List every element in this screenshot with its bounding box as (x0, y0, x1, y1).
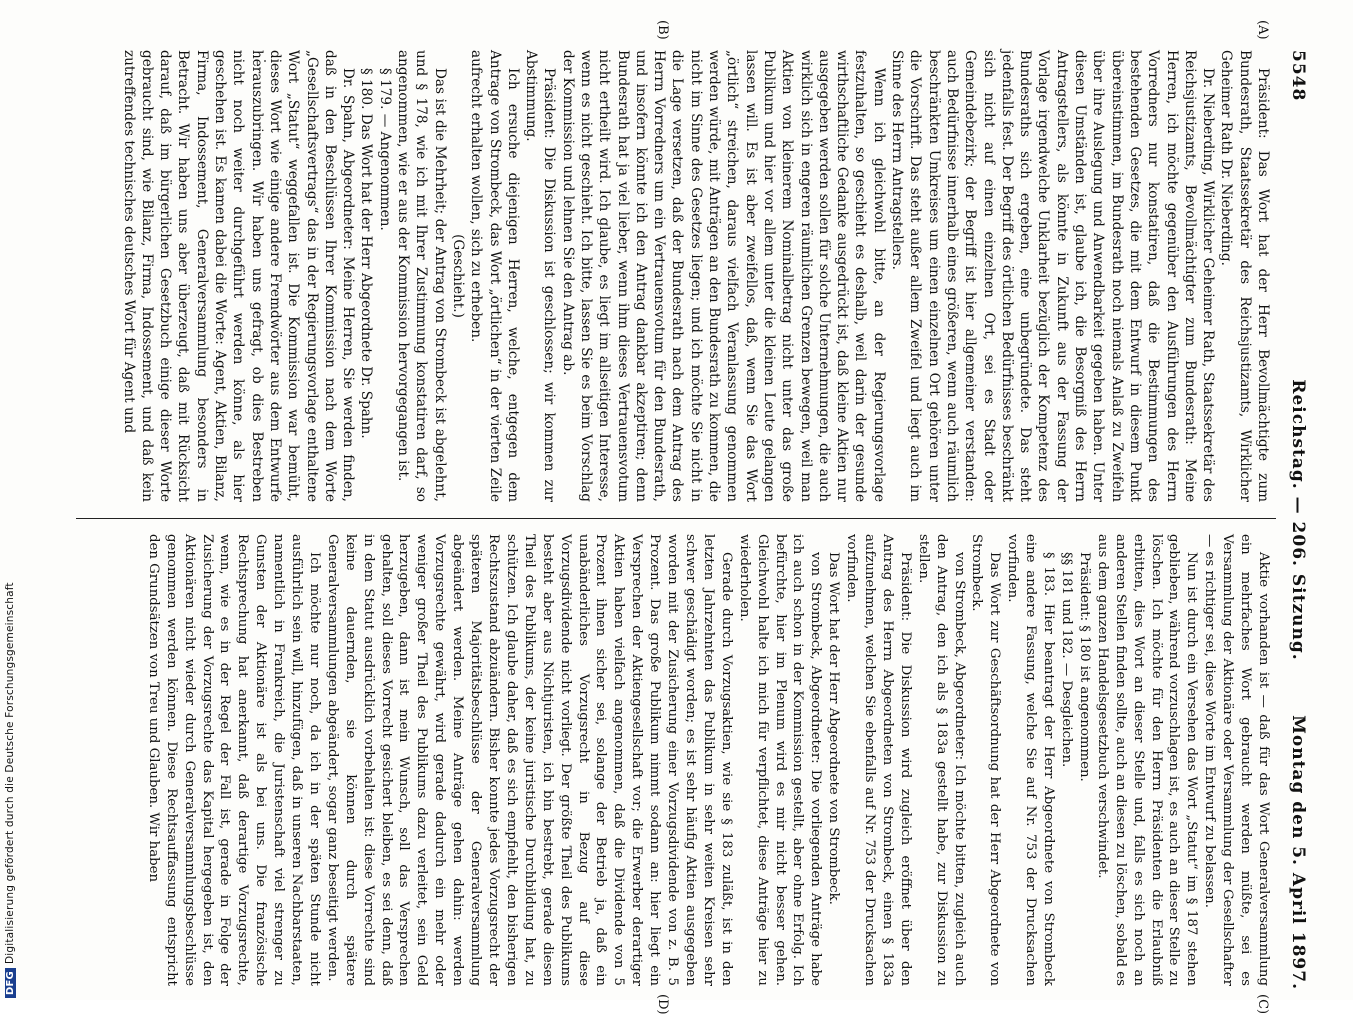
paragraph: Präsident: Die Diskussion wird zugleich eröffnet über den Antrag des Herrn Abgeordneten von Strombeck, einen § 183a aufzunehmen, welchen Sie ebenfalls auf Nr. 753 der Drucksachen vorfinden. (844, 534, 913, 986)
paragraph: Das Wort hat der Herr Abgeordnete von Strombeck. (826, 552, 842, 905)
paragraph: Präsident: Das Wort hat der Herr Bevollmächtigte zum Bundesrath, Staatssekretär des Reichsjustizamts, Wirklicher Geheimer Rath Dr. Nieberding. (1218, 50, 1271, 502)
paragraph: von Strombeck, Abgeordneter: Die vorliegenden Anträge habe ich auch schon in der Kommission gestellt, aber ohne Erfolg. Ich befürchte, hier im Plenum wird es mir nicht besser gehen. Gleichwohl halte ich mich für verpflichtet, diese Anträge hier zu wiederholen. (736, 534, 824, 986)
credit-text: Digitalisierung gefördert durch die Deutsche Forschungsgemeinschaft (4, 582, 16, 965)
paragraph: Präsident: § 180 ist angenommen. (1076, 552, 1092, 782)
page-header (1280, 50, 1310, 990)
paragraph: Gerade durch Vorzugsaktien, wie sie § 183 zuläßt, ist in den letzten Jahrzehnten das Publikum in sehr weiten Kreisen sehr schwer geschädigt worden; es ist sehr häufig Aktien ausgegeben worden mit der Zusicherung einer Vorzugsdividende von z. B. 5 Prozent. Das große Publikum nimmt sodann an: hier liegt ein Versprechen der Aktiengesellschaft vor; die Erwerber derartiger Aktien haben vielfach angenommen, daß die Dividende von 5 Prozent ihnen sicher sei, solange der Betrieb ja, daß ein unabänderliches Vorzugsrecht in Bezug auf diese Vorzugsdividende nicht vorliegt. Der größte Theil des Publikums besteht aber aus Nichtjuristen, ich bin bestrebt, gerade diesen Theil des Publikums, der keine juristische Durchbildung hat, zu schützen. Ich glaube daher, daß es sich empfiehlt, den bisherigen Rechtszustand abzuändern. Bisher konnte jedes Vorzugsrecht der späteren Majoritätsbeschlüsse der Generalversammlung abgeändert werden. Meine Anträge gehen dahin: werden Vorzugsrechte gewährt, wird gerade dadurch ein mehr oder weniger großer Theil des Publikums dazu verleitet, sein Geld herzugeben, dann ist mein Wunsch, soll das Versprechen gehalten, soll dieses Vorrecht gesichert bleiben, es sei denn, daß in dem Statut ausdrücklich vorbehalten ist: diese Vorrechte sind keine dauernden, sie können durch spätere Generalversammlungen abgeändert, sogar ganz beseitigt werden. (324, 534, 734, 986)
page-number: 5548 (1288, 50, 1308, 102)
paragraph: Ich möchte nur noch, da ich in der späten Stunde nicht ausführlich sein will, hinzufügen, daß in unseren Nachbarstaaten, namentlich in Frankreich, die Juristenschaft viel strenger zu Gunsten der Aktionäre ist als bei uns. Die französische Rechtsprechung hat anerkannt, daß derartige Vorzugsrechte, wenn, wie es in der Regel der Fall ist, gerade in Folge der Zusicherung der Vorzugsrechte das Kapital hergegeben ist, den Aktionären nicht wieder durch Generalversammlungsbeschlüsse genommen werden können. Diese Rechtsauffassung entspricht den Grundsätzen von Treu und Glauben. Wir haben (145, 534, 322, 986)
paragraph: Das ist die Mehrheit; der Antrag von Strombeck ist abgelehnt, und § 178, wie ich mit Ihrer Zustimmung konstatiren darf, so angenommen, wie er aus der Kommission hervorgegangen ist. (395, 50, 448, 502)
margin-letter-c: (C) (1255, 994, 1270, 1015)
session-date: Montag den 5. April 1897. (1288, 715, 1308, 990)
paragraph: Das Wort zur Geschäftsordnung hat der Herr Abgeordnete von Strombeck. (969, 534, 1003, 986)
left-column (119, 50, 1272, 502)
paragraph: Aktie vorhanden ist — daß für das Wort Generalversammlung ein mehrfaches Wort gebraucht werden müßte, sei es Versammlung der Aktionäre oder Versammlung der Gesellschafter — es richtiger sei, diese Worte im Entwurf zu belassen. (1202, 534, 1271, 986)
paragraph: Dr. Spahn, Abgeordneter: Meine Herren, Sie werden finden, daß in den Beschlüssen Ihrer Kommission nach dem Worte „Gesellschaftsvertrags“ das in der Regierungsvorlage enthaltene Wort „Statut“ weggefallen ist. Die Kommission war bemüht, dieses Wort wie einige andere Fremdwörter aus dem Entwurfe herauszubringen. Wir haben uns gefragt, ob dies Bestreben nicht noch weiter durchgeführt werden könne, als hier geschehen ist. Es kamen dabei die Worte: Agent, Aktien, Bilanz, Firma, Indossement, Generalversammlung besonders in Betracht. Wir haben uns aber überzeugt, daß mit Rücksicht darauf, daß im bürgerlichen Gesetzbuch einige dieser Worte gebraucht sind, wie Bilanz, Firma, Indossement, und daß kein zutreffendes technisches deutsches Wort für Agent und (120, 50, 357, 502)
paragraph: von Strombeck, Abgeordneter: Ich möchte bitten, zugleich auch den Antrag, den ich als § 183a gestellt habe, zur Diskussion zu stellen. (915, 534, 967, 986)
page-title: Reichstag. — 206. Sitzung. (1288, 379, 1308, 661)
paragraph: Ich ersuche diejenigen Herren, welche, entgegen dem Antrage von Strombeck, das Wort „örtlichen“ in der vierten Zeile aufrecht erhalten wollen, sich zu erheben. (468, 50, 521, 502)
paragraph: Nun ist durch ein Versehen das Wort „Statut“ im § 187 stehen geblieben, während vorzuschlagen ist, es auch an dieser Stelle zu löschen. Ich möchte für den Herrn Präsidenten die Erlaubniß erbitten, dies Wort an dieser Stelle und, falls es sich noch an anderen Stellen finden sollte, auch an diesen zu löschen, sobald es aus dem ganzen Handelsgesetzbuch verschwindet. (1094, 534, 1200, 986)
paragraph: Dr. Nieberding, Wirklicher Geheimer Rath, Staatssekretär des Reichsjustizamts, Bevollmächtigter zum Bundesrath: Meine Herren, ich möchte gegenüber den Ausführungen des Herrn Vorredners nur konstatiren, daß die Bestimmungen des bestehenden Gesetzes, die mit dem Entwurf in diesem Punkt übereinstimmen, im Bundesrath noch niemals Anlaß zu Zweifeln über ihre Auslegung und Anwendbarkeit gegeben haben. Unter diesen Umständen ist, glaube ich, die Besorgniß des Herrn Antragstellers, als könnte in Zukunft aus der Fassung der Vorlage irgendwelche Unklarheit bezüglich der Kompetenz des Bundesraths sich ergeben, eine unbegründete. Das steht jedenfalls fest. Der Begriff des örtlichen Bedürfnisses beschränkt sich nicht auf einen einzelnen Ort, sei es Stadt oder Gemeindebezirk; der Begriff ist hier allgemeiner verstanden: auch Bedürfnisse innerhalb eines größeren, wenn auch räumlich beschränkten Umkreises um einen einzelnen Ort gehören unter die Vorschrift. Das steht außer allem Zweifel und liegt auch im Sinne des Herrn Antragstellers. (889, 50, 1217, 502)
dfg-logo: DFG (5, 968, 16, 998)
margin-letter-d: (D) (655, 994, 670, 1015)
margin-letter-a: (A) (1255, 20, 1270, 40)
funding-credit (4, 582, 16, 998)
rotated-page-content (70, 20, 1310, 1015)
paragraph: § 183. Hier beantragt der Herr Abgeordnete von Strombeck eine andere Fassung, welche Sie auf Nr. 753 der Drucksachen vorfinden. (1005, 534, 1057, 986)
margin-letter-b: (B) (655, 20, 670, 40)
paragraph: §§ 181 und 182. — Desgleichen. (1059, 552, 1075, 768)
paragraph: Präsident: Die Diskussion ist geschlossen; wir kommen zur Abstimmung. (523, 50, 558, 502)
column-divider (76, 518, 1276, 519)
right-column (144, 534, 1272, 986)
paragraph: § 180. Das Wort hat der Herr Abgeordnete Dr. Spahn. (358, 68, 375, 439)
paragraph: § 179. — Angenommen. (376, 68, 393, 231)
paragraph: (Geschieht.) (449, 234, 466, 318)
paragraph: Wenn ich gleichwohl bitte, an der Regierungsvorlage festzuhalten, so geschieht es deshalb, weil darin der gesunde wirthschaftliche Gedanke ausgedrückt ist, daß kleine Aktien nur ausgegeben werden sollen für solche Unternehmungen, die auch wirklich sich in engeren räumlichen Grenzen bewegen, weil man Aktien von kleinerem Nominalbetrag nicht unter das große Publikum und hier vor allem unter die kleinen Leute gelangen lassen will. Es ist aber zweifellos, daß, wenn Sie das Wort „örtlich“ streichen, daraus vielfach Veranlassung genommen werden würde, mit Anträgen an den Bundesrath zu kommen, die nicht im Sinne des Gesetzes liegen; und ich möchte Sie nicht in die Lage versetzen, daß der Bundesrath nach dem Antrag des Herrn Vorredners um ein Vertrauensvotum für den Bundesrath, und insofern könnte ich den Antrag dankbar akzeptiren; denn Bundesrath hat ja viel lieber, wenn ihm dieses Vertrauensvotum nicht ertheilt wird. Ich glaube, es liegt im allseitigen Interesse, wenn es nicht geschieht. Ich bitte, lassen Sie es beim Vorschlag der Kommission und lehnen Sie den Antrag ab. (559, 50, 887, 502)
